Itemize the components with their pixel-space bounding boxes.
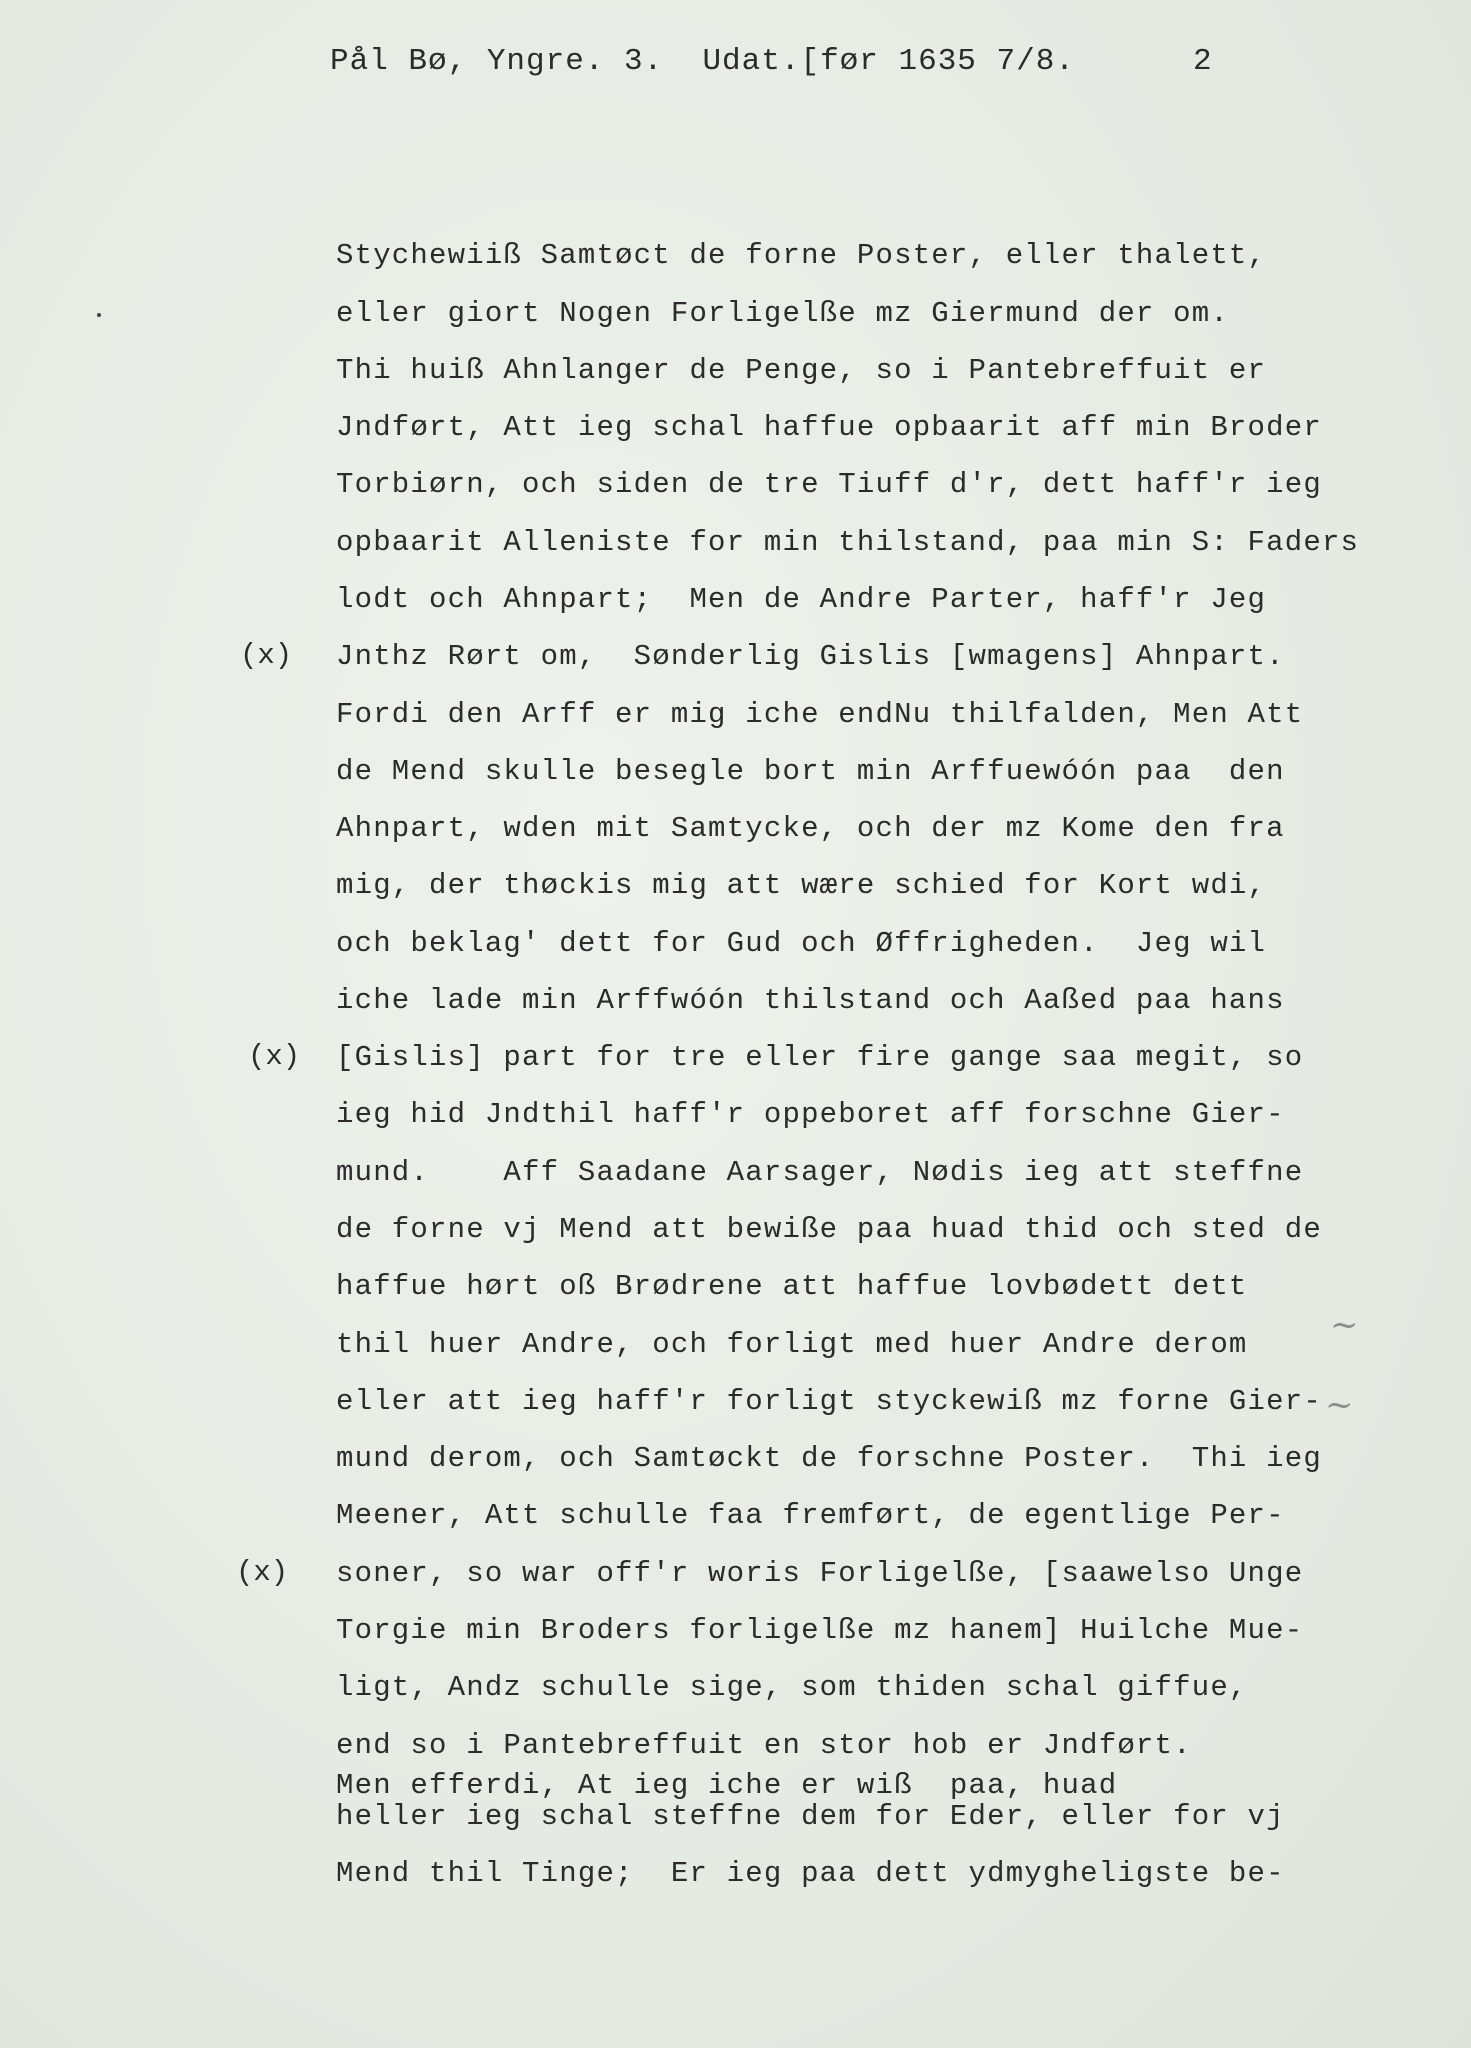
text-line: thil huer Andre, och forligt med huer Andre derom	[336, 1328, 1248, 1361]
text-line: haffue hørt oß Brødrene att haffue lovbødett dett	[336, 1270, 1248, 1303]
text-line: Torbiørn, och siden de tre Tiuff d'r, dett haff'r ieg	[336, 468, 1322, 501]
text-line: eller giort Nogen Forligelße mz Giermund der om.	[336, 297, 1229, 330]
text-line: Torgie min Broders forligelße mz hanem] Huilche Mue-	[336, 1614, 1304, 1647]
text-line: opbaarit Alleniste for min thilstand, paa min S: Faders	[336, 526, 1360, 559]
text-line: Fordi den Arff er mig iche endNu thilfalden, Men Att	[336, 698, 1304, 731]
tilde-mark-icon: ~	[1330, 1305, 1359, 1345]
text-line: mig, der thøckis mig att wære schied for Kort wdi,	[336, 869, 1267, 902]
text-line: Thi huiß Ahnlanger de Penge, so i Pantebreffuit er	[336, 354, 1267, 387]
margin-note: (x)	[248, 1040, 301, 1073]
text-line: Meener, Att schulle faa fremført, de egentlige Per-	[336, 1499, 1285, 1532]
speck	[97, 313, 101, 317]
text-line: mund. Aff Saadane Aarsager, Nødis ieg att steffne	[336, 1156, 1304, 1189]
margin-note: (x)	[236, 1556, 289, 1589]
text-line: Stychewiiß Samtøct de forne Poster, eller thalett,	[336, 239, 1267, 272]
text-line: ieg hid Jndthil haff'r oppeboret aff forschne Gier-	[336, 1098, 1285, 1131]
text-line: heller ieg schal steffne dem for Eder, eller for vj	[336, 1800, 1285, 1833]
text-line: iche lade min Arffwóón thilstand och Aaßed paa hans	[336, 984, 1285, 1017]
margin-note: (x)	[240, 639, 293, 672]
text-line: [Gislis] part for tre eller fire gange saa megit, so	[336, 1041, 1304, 1074]
text-line: lodt och Ahnpart; Men de Andre Parter, haff'r Jeg	[336, 583, 1267, 616]
text-line: end so i Pantebreffuit en stor hob er Jndført.	[336, 1729, 1192, 1762]
text-line: Ahnpart, wden mit Samtycke, och der mz Kome den fra	[336, 812, 1285, 845]
text-line: Mend thil Tinge; Er ieg paa dett ydmygheligste be-	[336, 1857, 1285, 1890]
text-line: de forne vj Mend att bewiße paa huad thid och sted de	[336, 1213, 1322, 1246]
text-line: de Mend skulle besegle bort min Arffuewóón paa den	[336, 755, 1285, 788]
tilde-mark-icon: ~	[1325, 1385, 1354, 1425]
text-line: eller att ieg haff'r forligt styckewiß mz forne Gier-	[336, 1385, 1322, 1418]
text-line: mund derom, och Samtøckt de forschne Poster. Thi ieg	[336, 1442, 1322, 1475]
text-line: Men efferdi, At ieg iche er wiß paa, huad	[336, 1769, 1118, 1802]
text-line: Jnthz Rørt om, Sønderlig Gislis [wmagens] Ahnpart.	[336, 640, 1285, 673]
text-line: ligt, Andz schulle sige, som thiden schal giffue,	[336, 1671, 1248, 1704]
text-line: och beklag' dett for Gud och Øffrigheden. Jeg wil	[336, 927, 1267, 960]
text-line: soner, so war off'r woris Forligelße, [saawelso Unge	[336, 1557, 1304, 1590]
page-number: 2	[1193, 44, 1212, 79]
document-header: Pål Bø, Yngre. 3. Udat.[før 1635 7/8.	[330, 44, 1075, 79]
text-line: Jndført, Att ieg schal haffue opbaarit aff min Broder	[336, 411, 1322, 444]
